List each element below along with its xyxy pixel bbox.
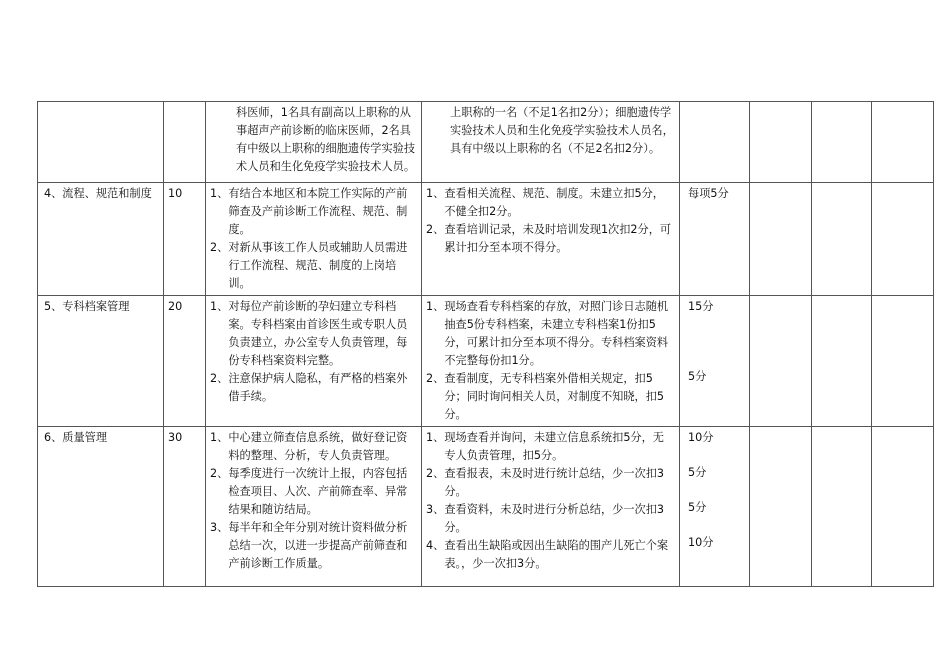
points-value: 5分 <box>688 466 707 479</box>
points-cell <box>680 183 750 296</box>
item-text: 每季度进行一次统计上报，内容包括检查项目、人次、产前筛查率、异常结果和随访结局。 <box>228 467 408 516</box>
item-text: 查看出生缺陷或因出生缺陷的围产儿死亡个案表。，少一次扣3分。 <box>444 539 669 570</box>
item-text: 查看相关流程、规范、制度。未建立扣5分，不健全扣2分。 <box>444 187 664 218</box>
list-item <box>210 239 417 293</box>
blank-cell <box>750 183 812 296</box>
list-item <box>426 429 675 465</box>
item-text: 现场查看专科档案的存放，对照门诊日志随机抽查5份专科档案，未建立专科档案1份扣5分，可累计扣分至本项不得分。专科档案资料不完整每份扣1分。 <box>444 300 669 367</box>
score-cell: 10 <box>164 183 206 296</box>
blank-cell <box>812 102 872 183</box>
list-item <box>426 221 675 257</box>
item-number: 1、 <box>426 300 445 313</box>
blank-cell <box>812 427 872 587</box>
blank-cell <box>812 296 872 427</box>
item-number: 2、 <box>210 467 229 480</box>
item-number: 1、 <box>210 187 229 200</box>
item-number: 1、 <box>426 431 445 444</box>
list-item <box>426 537 675 573</box>
item-text: 中心建立筛查信息系统，做好登记资料的整理、分析，专人负责管理。 <box>228 431 408 462</box>
blank-cell <box>750 102 812 183</box>
standard-cell <box>206 296 422 427</box>
method-list <box>426 298 675 424</box>
item-number: 1、 <box>210 300 229 313</box>
item-number: 2、 <box>426 372 445 385</box>
table-row <box>38 296 934 427</box>
item-number: 2、 <box>426 467 445 480</box>
blank-cell <box>872 102 934 183</box>
score-cell <box>164 102 206 183</box>
standard-list <box>210 298 417 406</box>
list-item <box>426 370 675 424</box>
standard-text: 科医师，1名具有副高以上职称的从事超声产前诊断的临床医师，2名具有中级以上职称的细胞遗传学实验技术人员和生化免疫学实验技术人员。 <box>236 106 416 173</box>
points-cell <box>680 102 750 183</box>
blank-cell <box>750 427 812 587</box>
item-cell: 4、流程、规范和制度 <box>38 183 164 296</box>
blank-cell <box>872 183 934 296</box>
method-cell <box>422 183 680 296</box>
list-item <box>426 185 675 221</box>
item-cell <box>38 102 164 183</box>
standard-cell <box>206 102 422 183</box>
item-text: 查看资料，未及时进行分析总结，少一次扣3分。 <box>444 503 664 534</box>
item-text: 查看制度，无专科档案外借相关规定，扣5分；同时询问相关人员，对制度不知晓，扣5分。 <box>444 372 664 421</box>
blank-cell <box>872 296 934 427</box>
score-cell: 20 <box>164 296 206 427</box>
table-row <box>38 102 934 183</box>
list-item <box>426 465 675 501</box>
points-cell <box>680 296 750 427</box>
standard-cell <box>206 427 422 587</box>
item-text: 每半年和全年分别对统计资料做分析总结一次，以进一步提高产前筛查和产前诊断工作质量。 <box>228 521 408 570</box>
item-number: 3、 <box>426 503 445 516</box>
item-text: 查看培训记录，未及时培训发现1次扣2分，可累计扣分至本项不得分。 <box>444 223 672 254</box>
item-text: 注意保护病人隐私，有严格的档案外借手续。 <box>228 372 408 403</box>
list-item <box>210 370 417 406</box>
points-value: 5分 <box>688 501 707 514</box>
points-value: 15分 <box>688 300 714 313</box>
standard-list <box>210 429 417 573</box>
item-cell: 5、专科档案管理 <box>38 296 164 427</box>
points-value: 10分 <box>688 431 714 444</box>
item-text: 现场查看并询问，未建立信息系统扣5分，无专人负责管理，扣5分。 <box>444 431 664 462</box>
item-number: 2、 <box>210 241 229 254</box>
method-cell <box>422 102 680 183</box>
method-cell <box>422 296 680 427</box>
blank-cell <box>872 427 934 587</box>
standard-list <box>210 185 417 293</box>
item-text: 对新从事该工作人员或辅助人员需进行工作流程、规范、制度的上岗培训。 <box>228 241 408 290</box>
item-number: 1、 <box>426 187 445 200</box>
standard-cell <box>206 183 422 296</box>
blank-cell <box>812 183 872 296</box>
item-number: 1、 <box>210 431 229 444</box>
list-item <box>426 298 675 370</box>
method-text: 上职称的一名（不足1名扣2分）；细胞遗传学实验技术人员和生化免疫学实验技术人员名，具有中级以上职称的名（不足2名扣2分）。 <box>450 106 674 155</box>
points-cell <box>680 427 750 587</box>
table-row <box>38 183 934 296</box>
list-item <box>426 501 675 537</box>
item-text: 有结合本地区和本院工作实际的产前筛查及产前诊断工作流程、规范、制度。 <box>228 187 408 236</box>
item-cell: 6、质量管理 <box>38 427 164 587</box>
item-number: 3、 <box>210 521 229 534</box>
points-value: 10分 <box>688 536 714 549</box>
list-item <box>210 519 417 573</box>
item-number: 4、 <box>426 539 445 552</box>
points-value: 5分 <box>688 370 707 383</box>
method-list <box>426 429 675 573</box>
item-number: 2、 <box>210 372 229 385</box>
list-item <box>210 429 417 465</box>
list-item <box>210 298 417 370</box>
blank-cell <box>750 296 812 427</box>
table-row <box>38 427 934 587</box>
item-text: 查看报表，未及时进行统计总结，少一次扣3分。 <box>444 467 664 498</box>
method-list <box>426 185 675 257</box>
item-number: 2、 <box>426 223 445 236</box>
scoring-table <box>37 101 934 587</box>
points-value: 每项5分 <box>688 187 729 200</box>
method-cell <box>422 427 680 587</box>
list-item <box>210 185 417 239</box>
list-item <box>210 465 417 519</box>
item-text: 对每位产前诊断的孕妇建立专科档案。专科档案由首诊医生或专职人员负责建立，办公室专人负责管理，每份专科档案资料完整。 <box>228 300 408 367</box>
score-cell: 30 <box>164 427 206 587</box>
